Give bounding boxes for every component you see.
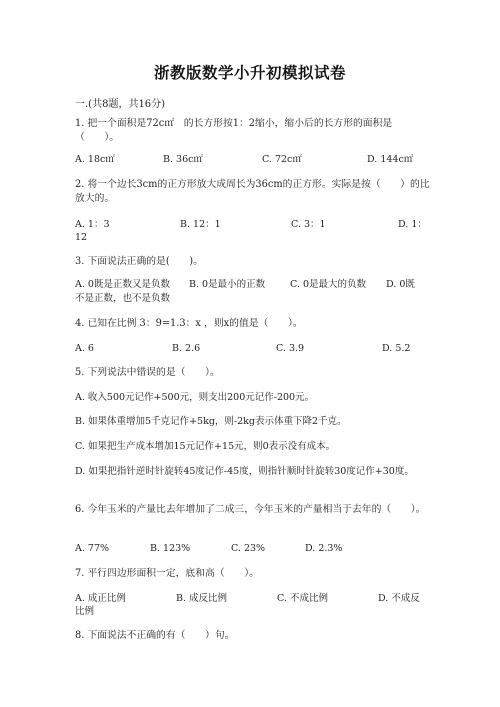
q1-option-c[interactable]: C. 72c㎡	[262, 154, 302, 165]
page-title: 浙教版数学小升初模拟试卷	[153, 63, 346, 82]
section-heading: 一.(共8题，共16分)	[75, 99, 166, 110]
q4-option-a[interactable]: A. 6	[75, 343, 94, 354]
q6-option-d[interactable]: D. 2.3%	[305, 543, 343, 554]
q4-option-c[interactable]: C. 3.9	[276, 343, 305, 354]
q2-option-d[interactable]: D. 1：	[398, 219, 427, 230]
q3-option-d[interactable]: D. 0既	[386, 279, 415, 290]
q5-option-a[interactable]: A. 收入500元记作+500元，则支出200元记作-200元。	[75, 392, 315, 403]
q7-option-a[interactable]: A. 成正比例	[75, 593, 126, 604]
q3-option-d-cont: 不是正数，也不是负数	[75, 293, 171, 304]
q2-option-d-cont: 12	[75, 232, 88, 243]
q1-option-b[interactable]: B. 36c㎡	[163, 154, 203, 165]
q5-option-d[interactable]: D. 如果把指针逆时针旋转45度记作-45度，则指针顺时针旋转30度记作+30度。	[75, 466, 414, 477]
q7-option-d-cont: 比例	[75, 606, 95, 617]
q1-option-d[interactable]: D. 144c㎡	[367, 154, 414, 165]
q4-option-b[interactable]: B. 2.6	[172, 343, 201, 354]
q7-option-b[interactable]: B. 成反比例	[176, 593, 228, 604]
question-7-stem: 7. 平行四边形面积一定，底和高（ ）。	[75, 568, 259, 579]
q1-option-a[interactable]: A. 18c㎡	[75, 154, 115, 165]
q7-option-c[interactable]: C. 不成比例	[277, 593, 328, 604]
q5-option-b[interactable]: B. 如果体重增加5千克记作+5kg，则-2kg表示体重下降2千克。	[75, 416, 347, 427]
question-1-stem: 1. 把一个面积是72c㎡ 的长方形按1：2缩小，缩小后的长方形的面积是（ ）。	[75, 118, 393, 143]
question-8-stem: 8. 下面说法不正确的有（ ）句。	[75, 630, 235, 641]
question-3-stem: 3. 下面说法正确的是( )。	[75, 256, 203, 267]
q6-option-b[interactable]: B. 123%	[150, 543, 191, 554]
question-5-stem: 5. 下列说法中错误的是（ ）。	[75, 367, 220, 378]
q2-option-b[interactable]: B. 12：1	[180, 219, 221, 230]
question-4-stem: 4. 已知在比例 3：9=1.3：x ，则x的值是（ ）。	[75, 318, 303, 329]
q6-option-c[interactable]: C. 23%	[231, 543, 266, 554]
question-6-stem: 6. 今年玉米的产量比去年增加了二成三，今年玉米的产量相当于去年的（ ）。	[75, 504, 426, 515]
q5-option-c[interactable]: C. 如果把生产成本增加15元记作+15元，则0表示没有成本。	[75, 441, 336, 452]
q7-option-d[interactable]: D. 不成反	[378, 593, 420, 604]
q2-option-a[interactable]: A. 1：3	[75, 219, 110, 230]
q4-option-d[interactable]: D. 5.2	[382, 343, 411, 354]
q3-option-a[interactable]: A. 0既是正数又是负数	[75, 279, 170, 290]
q3-option-c[interactable]: C. 0是最大的负数	[290, 279, 367, 290]
q6-option-a[interactable]: A. 77%	[75, 543, 110, 554]
q2-option-c[interactable]: C. 3：1	[291, 219, 326, 230]
q3-option-b[interactable]: B. 0是最小的正数	[189, 279, 266, 290]
question-2-stem: 2. 将一个边长3cm的正方形放大成周长为36cm的正方形。实际是按（ ）的比放大的。	[75, 179, 430, 204]
